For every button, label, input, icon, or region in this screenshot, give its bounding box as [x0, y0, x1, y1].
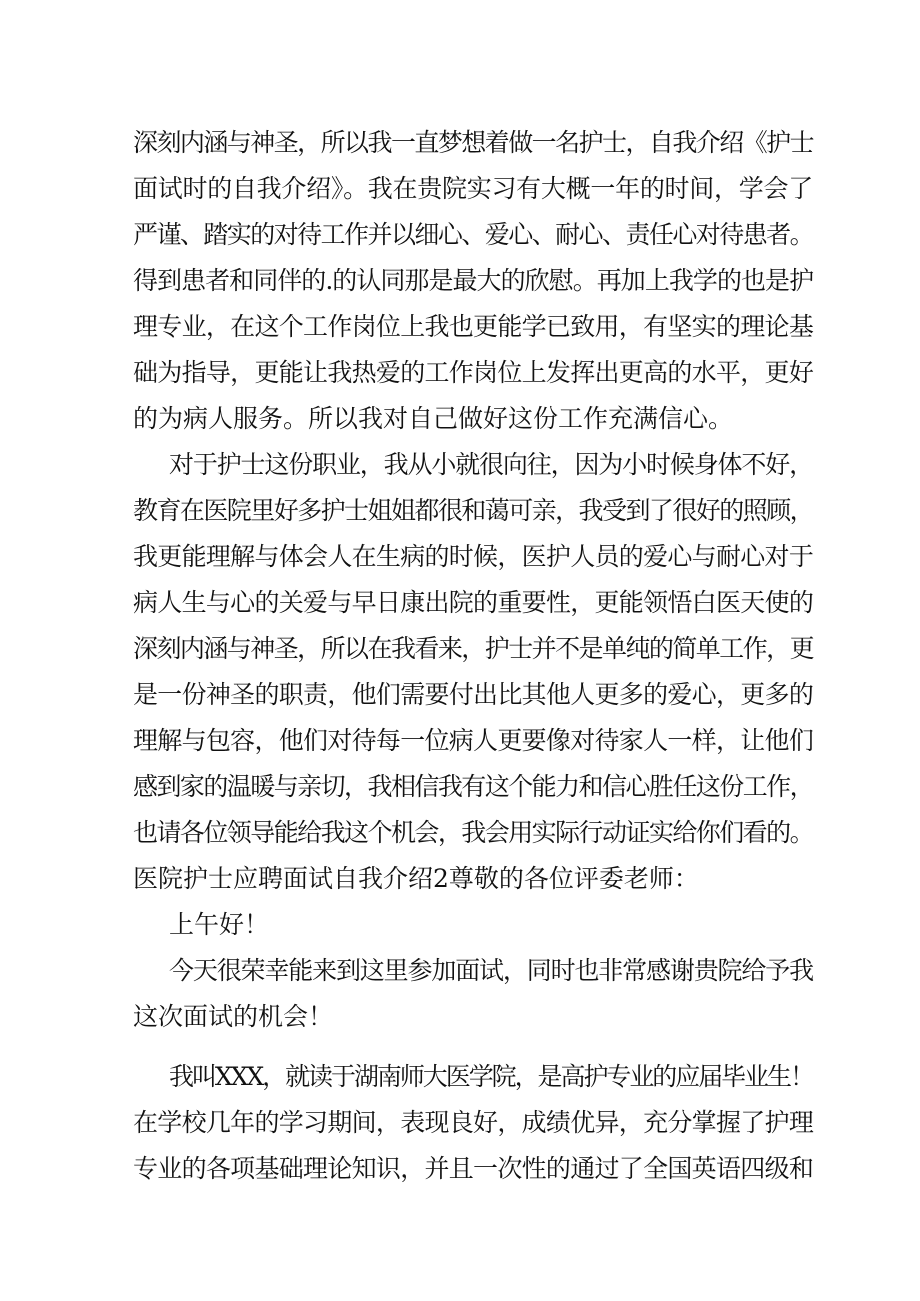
- document-body: [133, 120, 813, 1192]
- text-line: 这次面试的机会！: [133, 1002, 334, 1031]
- text-line: 的为病人服务。所以我对自己做好这份工作充满信心。: [133, 404, 734, 433]
- text-line: 教育在医院里好多护士姐姐都很和蔼可亲，我受到了很好的照顾，: [133, 496, 814, 525]
- text-line: 深刻内涵与神圣，所以在我看来，护士并不是单纯的简单工作，更: [133, 634, 814, 663]
- text-line: 是一份神圣的职责，他们需要付出比其他人更多的爱心，更多的: [133, 680, 814, 709]
- text-line: 严谨、踏实的对待工作并以细心、爱心、耐心、责任心对待患者。: [133, 220, 814, 249]
- greeting-line: 上午好！: [169, 910, 270, 939]
- text-line: 理专业，在这个工作岗位上我也更能学已致用，有坚实的理论基: [133, 312, 814, 341]
- text-line: 也请各位领导能给我这个机会，我会用实际行动证实给你们看的。: [133, 818, 814, 847]
- paragraph-start-line: 今天很荣幸能来到这里参加面试，同时也非常感谢贵院给予我: [169, 956, 813, 985]
- text-line: 面试时的自我介绍》。我在贵院实习有大概一年的时间，学会了: [133, 174, 813, 203]
- text-line: 我更能理解与体会人在生病的时候，医护人员的爱心与耐心对于: [133, 542, 814, 571]
- text-line: 在学校几年的学习期间，表现良好，成绩优异，充分掌握了护理: [133, 1108, 814, 1137]
- text-line: 础为指导，更能让我热爱的工作岗位上发挥出更高的水平，更好: [133, 358, 814, 387]
- text-line: 深刻内涵与神圣，所以我一直梦想着做一名护士，自我介绍《护士: [133, 128, 814, 157]
- paragraph-start-line: 对于护士这份职业，我从小就很向往，因为小时候身体不好，: [169, 450, 813, 479]
- text-line: 病人生与心的关爱与早日康出院的重要性，更能领悟白医天使的: [133, 588, 814, 617]
- paragraph-start-line: 我叫XXX，就读于湖南师大医学院，是高护专业的应届毕业生！: [169, 1062, 813, 1091]
- text-line: 感到家的温暖与亲切，我相信我有这个能力和信心胜任这份工作，: [133, 772, 814, 801]
- text-line: 得到患者和同伴的.的认同那是最大的欣慰。再加上我学的也是护: [133, 266, 814, 295]
- text-line: 理解与包容，他们对待每一位病人更要像对待家人一样，让他们: [133, 726, 814, 755]
- paragraph-gap: [133, 1040, 813, 1054]
- section-heading-line: 医院护士应聘面试自我介绍2尊敬的各位评委老师：: [133, 864, 699, 893]
- text-line: 专业的各项基础理论知识，并且一次性的通过了全国英语四级和: [133, 1154, 814, 1183]
